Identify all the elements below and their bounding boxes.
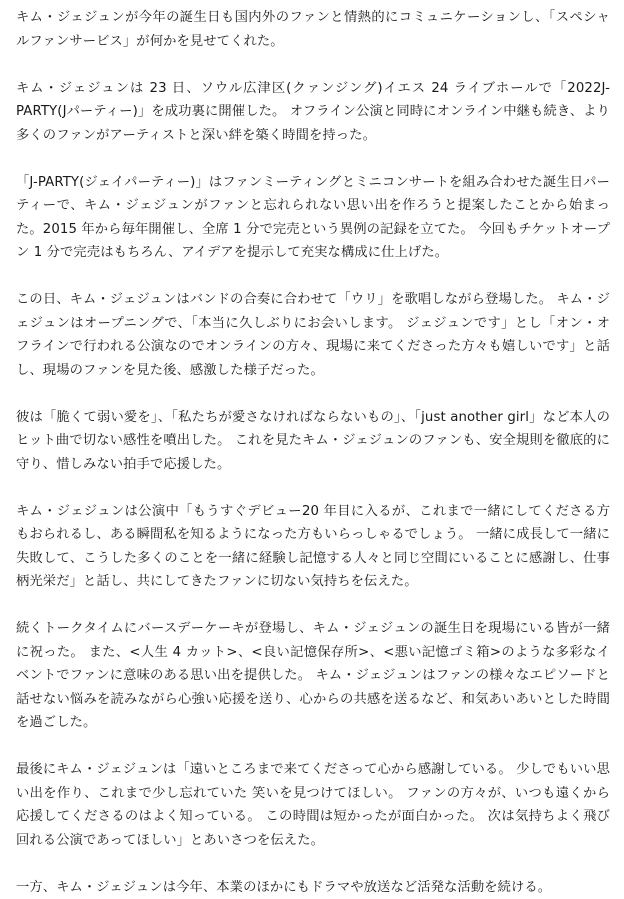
article-paragraph: 彼は「脆くて弱い愛を」、「私たちが愛さなければならないもの」、「just another girl」など本人のヒット曲で切ない感性を噴出した。 これを見たキム・ジェジュンのファンも、安全規則を徹底的に守り、惜しみない拍手で応援した。 (16, 406, 610, 477)
article-paragraph: キム・ジェジュンが今年の誕生日も国内外のファンと情熱的にコミュニケーションし、「スペシャルファンサービス」が何かを見せてくれた。 (16, 6, 610, 53)
article-paragraph: 最後にキム・ジェジュンは「遠いところまで来てくださって心から感謝している。 少しでもいい思い出を作り、これまで少し忘れていた 笑いを見つけてほしい。 ファンの方々が、いつも遠くから 応援してくださるのはよく知っている。 この時間は短かったが面白かった。 次は気持ちよく飛び回れる公演であってほしい」とあいさつを伝えた。 (16, 758, 610, 852)
article-paragraph: 続くトークタイムにバースデーケーキが登場し、キム・ジェジュンの誕生日を現場にいる皆が一緒に祝った。 また、<人生 4 カット>、<良い記憶保存所>、<悪い記憶ゴミ箱>のような多彩なイベントでファンに意味のある思い出を提供した。 キム・ジェジュンはファンの様々なエピソードと話せない悩みを読みながら心強い応援を送り、心からの共感を送るなど、和気あいあいとした時間を過ごした。 (16, 617, 610, 735)
article-paragraph: 一方、キム・ジェジュンは今年、本業のほかにもドラマや放送など活発な活動を続ける。 (16, 876, 610, 899)
article-paragraph: 「J-PARTY(ジェイパーティー)」はファンミーティングとミニコンサートを組み合わせた誕生日パーティーで、キム・ジェジュンがファンと忘れられない思い出を作ろうと提案したことから始まった。2015 年から毎年開催し、全席 1 分で完売という異例の記録を立てた。 今回もチケットオープン 1 分で完売はもちろん、アイデアを提示して充実な構成に仕上げた。 (16, 171, 610, 265)
article-paragraph: キム・ジェジュンは 23 日、ソウル広津区(クァンジング)イエス 24 ライブホールで「2022J-PARTY(Jパーティー)」を成功裏に開催した。 オフライン公演と同時にオンライン中継も続き、より多くのファンがアーティストと深い絆を築く時間を持った。 (16, 77, 610, 148)
article-paragraph: この日、キム・ジェジュンはバンドの合奏に合わせて「ウリ」を歌唱しながら登場した。 キム・ジェジュンはオープニングで、「本当に久しぶりにお会いします。 ジェジュンです」とし「オン・オフラインで行われる公演なのでオンラインの方々、現場に来てくださった方々も嬉しいです」と話し、現場のファンを見た後、感激した様子だった。 (16, 288, 610, 382)
article-paragraph: キム・ジェジュンは公演中「もうすぐデビュー20 年目に入るが、これまで一緒にしてくださる方もおられるし、ある瞬間私を知るようになった方もいらっしゃるでしょう。 一緒に成長して一緒に失敗して、こうした多くのことを一緒に経験し記憶する人々と同じ空間にいることに感謝し、仕事柄光栄だ」と話し、共にしてきたファンに切ない気持ちを伝えた。 (16, 500, 610, 594)
